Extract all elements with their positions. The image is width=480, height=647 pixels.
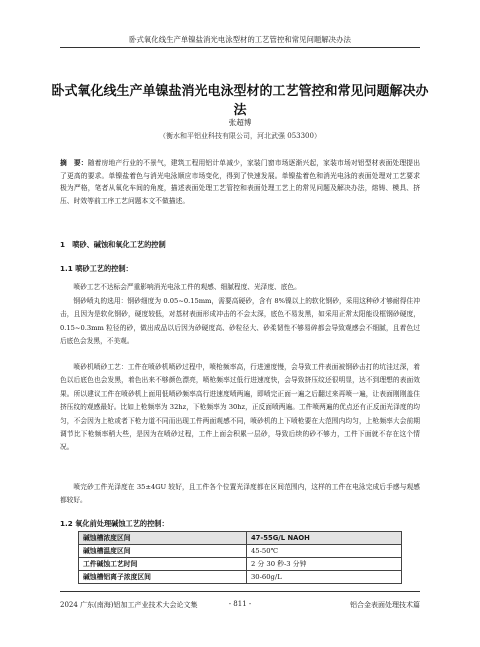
table-row [79,571,402,584]
running-head: 卧式氧化线生产单镍盐消光电泳型材的工艺管控和常见问题解决办法 [129,35,351,44]
section-heading-1-2: 1.2 氧化前处理碱蚀工艺的控制： [60,519,169,528]
table-cell-key: 碱蚀槽铝离子浓度区间 [79,571,247,584]
body-paragraph: 喷完砂工件光泽度在 35±4GU 较好，且工件各个位置光泽度都在区间范围内，这样的工件在电泳完成后手感与观感都较好。 [60,483,420,505]
table-cell-key: 碱蚀槽浓度区间 [79,532,247,545]
table-cell-value: 45-50℃ [246,545,401,558]
abstract-label: 摘 要： [60,159,88,167]
alkali-etch-parameters-table [78,531,402,584]
footer-rule [60,591,420,592]
body-paragraph: 喷砂机喷砂工艺：工件在喷砂机喷砂过程中，喷枪频率高，行进速度慢，会导致工件表面被钢砂击打的坑洼过深，着色以后底色也会发黑，着色出来不够颜色漂亮，喷枪频率过低行进速度快，会导致挤压纹还很明显，达不到理想的表面效果。所以建议工件在喷砂机上面用低喷砂频率高行进速度喷两遍，即喷完正面一遍之后翻过来再喷一遍，让表面刚刚盖住挤压纹的观感最好。比如上枪频率为 32hz，下枪频率为 30hz，正反面喷两遍。工件喷两遍的优点还有正反面光泽度的均匀，不会因为上枪或者下枪力道不同而出现工件两面观感不同，喷砂机的上下喷枪要在大范围内均匀，上枪频率大会前期调节比下枪频率稍大些，是因为在喷砂过程，工件上面会积累一层砂，导致后续的砂不够力，工件下面就不存在这个情况。 [60,363,420,452]
affiliation: （衡水和平铝业科技有限公司，河北武强 053300） [159,132,321,140]
table-cell-value: 47-55G/L NAOH [246,532,401,545]
table-row [79,558,402,571]
body-paragraph: 喷砂工艺不达标会严重影响消光电泳工件的观感、细腻程度、光泽度、底色。 [73,283,301,291]
header-rule [60,47,420,48]
table-row [79,532,402,545]
table-cell-value: 30-60g/L [246,571,401,584]
footer-proceedings: 2024 广东(南海)铝加工产业技术大会论文集 [60,601,198,609]
paper-title: 卧式氧化线生产单镍盐消光电泳型材的工艺管控和常见问题解决办法 [51,84,429,118]
page-number: - 811 - [228,600,252,608]
table-cell-key: 工件碱蚀工艺时间 [79,558,247,571]
section-heading-1-1: 1.1 喷砂工艺的控制： [60,264,133,273]
section-heading-1: 1 喷砂、碱蚀和氧化工艺的控制 [60,240,166,249]
body-paragraph: 钢砂喷丸的选用：钢砂细度为 0.05~0.15mm，需要高硬砂，含有 8%镍以上的软化钢砂，采用这种砂才够耐得住冲击，且因为是软化钢砂，硬度较低，对基材表面形成冲击的不会太深，底色不易发黑，如采用正常太阳能设框钢砂硬度，0.15~0.3mm 粒径的砂，做出成品以后因为砂硬度高、砂粒径大、砂柔韧性不够易碎都会导致观感会不细腻，且着色过后底色会发黑，不美观。 [60,297,420,346]
author: 张超博 [228,118,252,127]
table-cell-value: 2 分 30 秒-3 分钟 [246,558,401,571]
abstract-text: 随着房地产行业的不景气，建筑工程用铝计单减少，家装门窗市场逐渐兴起，家装市场对铝型材表面处理提出了更高的要求。单镍盐着色与消光电泳顺应市场变化，得到了快速发展。单镍盐着色和消光电泳的表面处理对工艺要求极为严格，笔者从氧化车间的角度，描述表面处理工艺管控和表面处理工艺上的常见问题及解决办法，熔铸、模具、挤压、时效等前工序工艺问题本文不做描述。 [60,159,420,205]
table-row [79,545,402,558]
footer-section: 铝合金表面处理技术篇 [350,601,420,609]
abstract [60,157,420,207]
table-cell-key: 碱蚀槽温度区间 [79,545,247,558]
